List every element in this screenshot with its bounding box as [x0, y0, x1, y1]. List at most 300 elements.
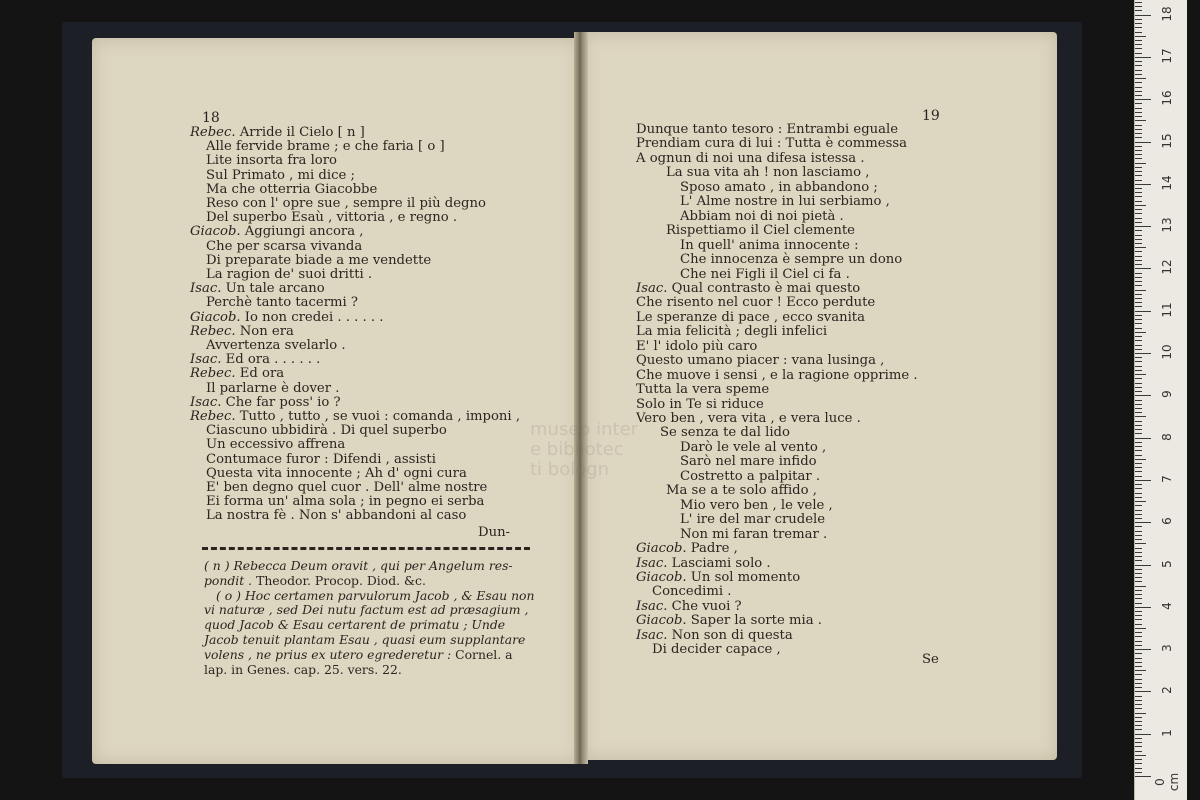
- ruler-tick: [1135, 700, 1142, 701]
- ruler-tick: [1135, 615, 1142, 616]
- ruler-tick: [1135, 150, 1142, 151]
- text-line: [666, 483, 817, 498]
- verse-text: Che far poss' io ?: [225, 394, 341, 410]
- ruler-label: 2: [1160, 686, 1174, 695]
- ruler-tick: [1135, 239, 1142, 240]
- ruler-tick: [1135, 32, 1142, 33]
- text-line: [190, 366, 284, 381]
- speaker-name: Rebec.: [190, 323, 240, 339]
- text-line: [206, 381, 339, 396]
- ruler-tick: [1135, 15, 1151, 16]
- footnote-line: [204, 647, 513, 662]
- ruler-tick: [1135, 666, 1142, 667]
- verse-text: Ma che otterria Giacobbe: [206, 181, 378, 197]
- ruler-tick: [1135, 450, 1142, 451]
- ruler-tick: [1135, 577, 1142, 578]
- left-page-number: 18: [202, 110, 220, 126]
- text-line: [206, 338, 346, 353]
- ruler-tick: [1135, 332, 1146, 333]
- verse-text: L' Alme nostre in lui serbiamo ,: [680, 194, 890, 210]
- ruler-tick: [1135, 370, 1142, 371]
- ruler-label: 4: [1160, 601, 1174, 610]
- footnote-roman: lap. in Genes. cap. 25. vers. 22.: [204, 661, 402, 677]
- verse-text: Contumace furor : Difendi , assisti: [206, 451, 436, 467]
- ruler-tick: [1135, 65, 1142, 66]
- ruler-tick: [1135, 53, 1142, 54]
- ruler-tick: [1135, 501, 1146, 502]
- text-line: [680, 209, 844, 224]
- speaker-name: Isac.: [636, 598, 672, 614]
- ruler-tick: [1135, 374, 1146, 375]
- ruler-label: 14: [1160, 175, 1174, 191]
- ruler-tick: [1135, 560, 1142, 561]
- text-line: [206, 182, 377, 197]
- verse-text: Non mi faran tremar .: [680, 526, 828, 542]
- ruler-tick: [1135, 425, 1142, 426]
- ruler-tick: [1135, 264, 1142, 265]
- ruler-tick: [1135, 78, 1146, 79]
- text-line: [206, 267, 372, 282]
- ruler-tick: [1135, 298, 1142, 299]
- text-line: [680, 252, 902, 267]
- ruler-tick: [1135, 2, 1142, 3]
- verse-text: In quell' anima innocente :: [680, 237, 859, 253]
- ruler-tick: [1135, 44, 1142, 45]
- ruler-tick: [1135, 594, 1142, 595]
- ruler-label: 3: [1160, 644, 1174, 652]
- ruler-tick: [1135, 408, 1142, 409]
- footnote-line: [204, 632, 525, 647]
- verse-text: Darò le vele al vento ,: [680, 439, 827, 455]
- verse-text: Solo in Te si riduce: [636, 396, 764, 412]
- ruler-tick: [1135, 696, 1142, 697]
- text-line: [636, 397, 764, 412]
- text-line: [680, 454, 817, 469]
- ruler-tick: [1135, 247, 1146, 248]
- speaker-name: Giacob.: [636, 569, 691, 585]
- ruler-tick: [1135, 619, 1142, 620]
- ruler-tick: [1135, 776, 1151, 777]
- ruler-tick: [1135, 556, 1142, 557]
- ruler-tick: [1135, 611, 1142, 612]
- verse-text: Sul Primato , mi dice ;: [206, 167, 355, 183]
- verse-text: E' ben degno quel cuor . Dell' alme nostre: [206, 480, 488, 495]
- text-line: [190, 310, 384, 325]
- ruler-tick: [1135, 598, 1142, 599]
- text-line: [206, 196, 486, 211]
- ruler-tick: [1135, 36, 1146, 37]
- verse-text: Lite insorta fra loro: [206, 153, 337, 169]
- ruler-tick: [1135, 277, 1142, 278]
- ruler-label: 16: [1160, 90, 1174, 106]
- verse-text: Un tale arcano: [225, 281, 325, 297]
- watermark: [530, 420, 680, 480]
- speaker-name: Isac.: [190, 394, 226, 410]
- ruler-tick: [1135, 74, 1142, 75]
- ruler-tick: [1135, 315, 1142, 316]
- ruler-tick: [1135, 679, 1142, 680]
- text-line: [190, 281, 325, 296]
- ruler-tick: [1135, 480, 1151, 481]
- ruler-tick: [1135, 294, 1142, 295]
- watermark-line: ti bologn: [530, 459, 610, 480]
- speaker-name: Isac.: [636, 280, 672, 296]
- ruler-tick: [1135, 569, 1142, 570]
- ruler-tick: [1135, 717, 1142, 718]
- verse-text: E' l' idolo più caro: [636, 338, 758, 354]
- ruler-tick: [1135, 645, 1142, 646]
- text-line: [190, 409, 520, 424]
- verse-text: La sua vita ah ! non lasciamo ,: [666, 165, 870, 181]
- verse-text: Ciascuno ubbidirà . Di quel superbo: [206, 423, 447, 439]
- verse-text: Le speranze di pace , ecco svanita: [636, 309, 865, 325]
- ruler-tick: [1135, 526, 1142, 527]
- ruler-tick: [1135, 433, 1142, 434]
- ruler-tick: [1135, 543, 1146, 544]
- text-line: [636, 295, 875, 310]
- ruler-label: 6: [1160, 517, 1174, 526]
- ruler-label: 18: [1160, 5, 1174, 22]
- text-line: [680, 527, 827, 542]
- ruler-tick: [1135, 10, 1142, 11]
- footnote-line: [204, 617, 505, 632]
- right-catchword: Se: [922, 652, 939, 667]
- ruler-tick: [1135, 713, 1146, 714]
- ruler-tick: [1135, 357, 1142, 358]
- ruler-tick: [1135, 658, 1142, 659]
- text-line: [652, 642, 781, 657]
- verse-text: La mia felicità ; degli infelici: [636, 324, 828, 340]
- ruler-tick: [1135, 218, 1142, 219]
- verse-text: Questa vita innocente ; Ah d' ogni cura: [206, 465, 467, 481]
- ruler-tick: [1135, 184, 1151, 185]
- ruler-tick: [1135, 306, 1142, 307]
- speaker-name: Isac.: [190, 281, 226, 297]
- ruler-tick: [1135, 746, 1142, 747]
- ruler-tick: [1135, 171, 1142, 172]
- footnote-line: [204, 558, 513, 573]
- text-line: [680, 512, 825, 527]
- verse-text: La ragion de' suoi dritti .: [206, 267, 373, 282]
- ruler-tick: [1135, 57, 1151, 58]
- verse-text: Ei forma un' alma sola ; in pegno ei serba: [206, 494, 485, 510]
- ruler-tick: [1135, 738, 1142, 739]
- ruler-tick: [1135, 154, 1142, 155]
- ruler-tick: [1135, 196, 1142, 197]
- text-line: [206, 253, 431, 268]
- ruler-tick: [1135, 649, 1151, 650]
- ruler-label: 10: [1160, 344, 1174, 360]
- ruler-tick: [1135, 653, 1142, 654]
- ruler-tick: [1135, 319, 1142, 320]
- text-line: [636, 613, 822, 628]
- ruler-tick: [1135, 226, 1151, 227]
- ruler-tick: [1135, 340, 1142, 341]
- ruler-label: 13: [1160, 217, 1174, 233]
- ruler-tick: [1135, 463, 1142, 464]
- verse-text: Tutto , tutto , se vuoi : comanda , imponi ,: [239, 409, 521, 424]
- text-line: [206, 423, 447, 438]
- ruler-tick: [1135, 438, 1151, 439]
- ruler-tick: [1135, 586, 1146, 587]
- ruler-tick: [1135, 235, 1142, 236]
- verse-text: Io non credei . . . . . .: [244, 309, 384, 325]
- ruler-tick: [1135, 251, 1142, 252]
- text-line: [206, 168, 355, 183]
- ruler-tick: [1135, 273, 1142, 274]
- ruler-tick: [1135, 636, 1142, 637]
- ruler-tick: [1135, 412, 1142, 413]
- text-line: [666, 223, 855, 238]
- text-line: [680, 194, 890, 209]
- ruler-tick: [1135, 573, 1142, 574]
- text-line: [190, 125, 365, 140]
- ruler-tick: [1135, 112, 1142, 113]
- ruler-tick: [1135, 205, 1146, 206]
- verse-text: Che nei Figli il Ciel ci fa .: [680, 266, 850, 282]
- text-line: [636, 628, 793, 643]
- ruler-tick: [1135, 361, 1142, 362]
- ruler-tick: [1135, 768, 1142, 769]
- ruler-tick: [1135, 628, 1146, 629]
- ruler-tick: [1135, 772, 1142, 773]
- ruler-tick: [1135, 395, 1151, 396]
- ruler-tick: [1135, 48, 1142, 49]
- verse-text: Non son di questa: [671, 627, 793, 643]
- ruler-tick: [1135, 429, 1142, 430]
- ruler-label: 8: [1160, 432, 1174, 441]
- ruler-tick: [1135, 256, 1142, 257]
- speaker-name: Giacob.: [636, 613, 691, 629]
- ruler-tick: [1135, 751, 1142, 752]
- text-line: [190, 224, 363, 239]
- ruler-tick: [1135, 285, 1142, 286]
- footnote-rule: [202, 547, 530, 550]
- verse-text: Lasciami solo .: [671, 555, 771, 571]
- text-line: [206, 480, 487, 495]
- ruler-label: 15: [1160, 132, 1174, 149]
- ruler-tick: [1135, 505, 1142, 506]
- ruler-tick: [1135, 459, 1146, 460]
- speaker-name: Isac.: [636, 555, 672, 571]
- ruler-tick: [1135, 91, 1142, 92]
- ruler-tick: [1135, 95, 1142, 96]
- ruler-tick: [1135, 323, 1142, 324]
- ruler-tick: [1135, 590, 1142, 591]
- text-line: [206, 466, 467, 481]
- verse-text: Aggiungi ancora ,: [244, 224, 364, 240]
- ruler-tick: [1135, 446, 1142, 447]
- ruler-tick: [1135, 366, 1142, 367]
- text-line: [206, 295, 358, 310]
- footnote-line: [204, 662, 402, 677]
- ruler-tick: [1135, 116, 1142, 117]
- text-line: [636, 136, 907, 151]
- verse-text: Alle fervide brame ; e che faria [ o ]: [206, 139, 445, 155]
- ruler-tick: [1135, 522, 1151, 523]
- ruler-tick: [1135, 488, 1142, 489]
- ruler-tick: [1135, 662, 1142, 663]
- ruler-tick: [1135, 687, 1142, 688]
- footnote-line: [204, 573, 426, 588]
- text-line: [206, 239, 362, 254]
- ruler-label: 0 cm: [1153, 772, 1181, 792]
- ruler-tick: [1135, 311, 1151, 312]
- ruler-tick: [1135, 201, 1142, 202]
- verse-text: Tutta la vera speme: [636, 382, 770, 398]
- verse-text: Abbiam noi di noi pietà .: [680, 208, 844, 224]
- ruler-tick: [1135, 539, 1142, 540]
- ruler-tick: [1135, 493, 1142, 494]
- ruler-tick: [1135, 353, 1151, 354]
- ruler-label: 11: [1160, 302, 1174, 318]
- text-line: [206, 437, 345, 452]
- ruler-tick: [1135, 404, 1142, 405]
- text-line: [206, 508, 466, 523]
- ruler-tick: [1135, 230, 1142, 231]
- verse-text: Non era: [239, 323, 294, 339]
- ruler-tick: [1135, 120, 1146, 121]
- ruler-tick: [1135, 734, 1151, 735]
- text-line: [636, 339, 757, 354]
- text-line: [652, 584, 731, 599]
- ruler-tick: [1135, 391, 1142, 392]
- footnote-roman: Theodor. Procop. Diod. &c.: [252, 572, 426, 588]
- ruler-label: 12: [1160, 259, 1174, 276]
- ruler-tick: [1135, 192, 1142, 193]
- text-line: [680, 180, 878, 195]
- speaker-name: Giacob.: [190, 224, 245, 240]
- text-line: [206, 153, 337, 168]
- ruler-tick: [1135, 670, 1146, 671]
- ruler-tick: [1135, 213, 1142, 214]
- verse-text: Rispettiamo il Ciel clemente: [666, 223, 855, 239]
- ruler-tick: [1135, 742, 1142, 743]
- ruler-tick: [1135, 345, 1142, 346]
- verse-text: La nostra fè . Non s' abbandoni al caso: [206, 508, 467, 524]
- ruler-tick: [1135, 708, 1142, 709]
- ruler-tick: [1135, 82, 1142, 83]
- watermark-line: museo inter: [530, 419, 639, 440]
- footnote-italic: quod Jacob & Esau certarent de primatu ; Unde: [204, 617, 506, 633]
- verse-text: Sposo amato , in abbandono ;: [680, 179, 878, 195]
- ruler-tick: [1135, 103, 1142, 104]
- ruler-tick: [1135, 416, 1146, 417]
- verse-text: A ognun di noi una difesa istessa .: [636, 150, 865, 166]
- watermark-line: e bibliotec: [530, 439, 624, 460]
- ruler-tick: [1135, 142, 1151, 143]
- ruler-tick: [1135, 729, 1142, 730]
- verse-text: Costretto a palpitar .: [680, 468, 821, 484]
- speaker-name: Rebec.: [190, 125, 240, 140]
- ruler-tick: [1135, 137, 1142, 138]
- left-catchword: Dun-: [478, 525, 511, 540]
- ruler-tick: [1135, 70, 1142, 71]
- verse-text: Un sol momento: [690, 569, 801, 585]
- text-line: [636, 281, 860, 296]
- text-line: [636, 541, 738, 556]
- ruler-tick: [1135, 471, 1142, 472]
- verse-text: Prendiam cura di lui : Tutta è commessa: [636, 136, 908, 152]
- ruler-tick: [1135, 548, 1142, 549]
- ruler-tick: [1135, 61, 1142, 62]
- verse-text: Del superbo Esaù , vittoria , e regno .: [206, 210, 458, 226]
- ruler-tick: [1135, 476, 1142, 477]
- ruler-tick: [1135, 759, 1142, 760]
- text-line: [636, 382, 769, 397]
- ruler-tick: [1135, 531, 1142, 532]
- ruler-tick: [1135, 349, 1142, 350]
- verse-text: Vero ben , vera vita , e vera luce .: [636, 411, 861, 426]
- ruler-tick: [1135, 290, 1146, 291]
- text-line: [206, 494, 484, 509]
- ruler-label: 7: [1160, 475, 1174, 483]
- ruler-tick: [1135, 146, 1142, 147]
- footnote-italic: ( n ) Rebecca Deum oravit , qui per Angelum res-: [204, 558, 513, 573]
- verse-text: Sarò nel mare infido: [680, 454, 817, 470]
- ruler-tick: [1135, 467, 1142, 468]
- ruler-tick: [1135, 19, 1142, 20]
- footnote-roman: Cornel. a: [451, 646, 513, 662]
- ruler-tick: [1135, 632, 1142, 633]
- text-line: [636, 570, 800, 585]
- ruler-tick: [1135, 23, 1142, 24]
- ruler-tick: [1135, 209, 1142, 210]
- verse-text: Di decider capace ,: [652, 642, 781, 658]
- verse-text: Reso con l' opre sue , sempre il più degno: [206, 196, 486, 211]
- verse-text: Se senza te dal lido: [660, 425, 790, 441]
- footnote-italic: Jacob tenuit plantam Esau , quasi eum supplantare: [204, 632, 526, 647]
- verse-text: Mio vero ben , le vele ,: [680, 497, 833, 513]
- speaker-name: Rebec.: [190, 366, 240, 382]
- ruler-tick: [1135, 129, 1142, 130]
- ruler-tick: [1135, 535, 1142, 536]
- book-gutter: [574, 32, 588, 764]
- text-line: [206, 139, 445, 154]
- text-line: [636, 599, 742, 614]
- verse-text: Perchè tanto tacermi ?: [206, 295, 358, 311]
- ruler-tick: [1135, 510, 1142, 511]
- text-line: [666, 165, 869, 180]
- ruler-tick: [1135, 400, 1142, 401]
- text-line: [190, 395, 341, 410]
- ruler-tick: [1135, 125, 1142, 126]
- ruler-tick: [1135, 691, 1151, 692]
- text-line: [636, 556, 771, 571]
- ruler-tick: [1135, 421, 1142, 422]
- ruler-tick: [1135, 99, 1151, 100]
- text-line: [680, 238, 859, 253]
- ruler-tick: [1135, 40, 1142, 41]
- verse-text: Qual contrasto è mai questo: [671, 280, 861, 296]
- ruler-tick: [1135, 27, 1142, 28]
- speaker-name: Rebec.: [190, 409, 240, 424]
- measuring-ruler: [1134, 0, 1187, 800]
- ruler-label: 1: [1160, 728, 1174, 737]
- speaker-name: Isac.: [636, 627, 672, 643]
- verse-text: L' ire del mar crudele: [680, 512, 826, 528]
- verse-text: Ed ora: [239, 366, 285, 382]
- verse-text: Che risento nel cuor ! Ecco perdute: [636, 295, 876, 311]
- text-line: [190, 324, 294, 339]
- ruler-tick: [1135, 484, 1142, 485]
- verse-text: Che muove i sensi , e la ragione opprime .: [636, 367, 918, 383]
- ruler-tick: [1135, 158, 1142, 159]
- verse-text: Avvertenza svelarlo .: [206, 338, 346, 353]
- ruler-tick: [1135, 378, 1142, 379]
- ruler-tick: [1135, 565, 1151, 566]
- verse-text: Un eccessivo affrena: [206, 437, 346, 453]
